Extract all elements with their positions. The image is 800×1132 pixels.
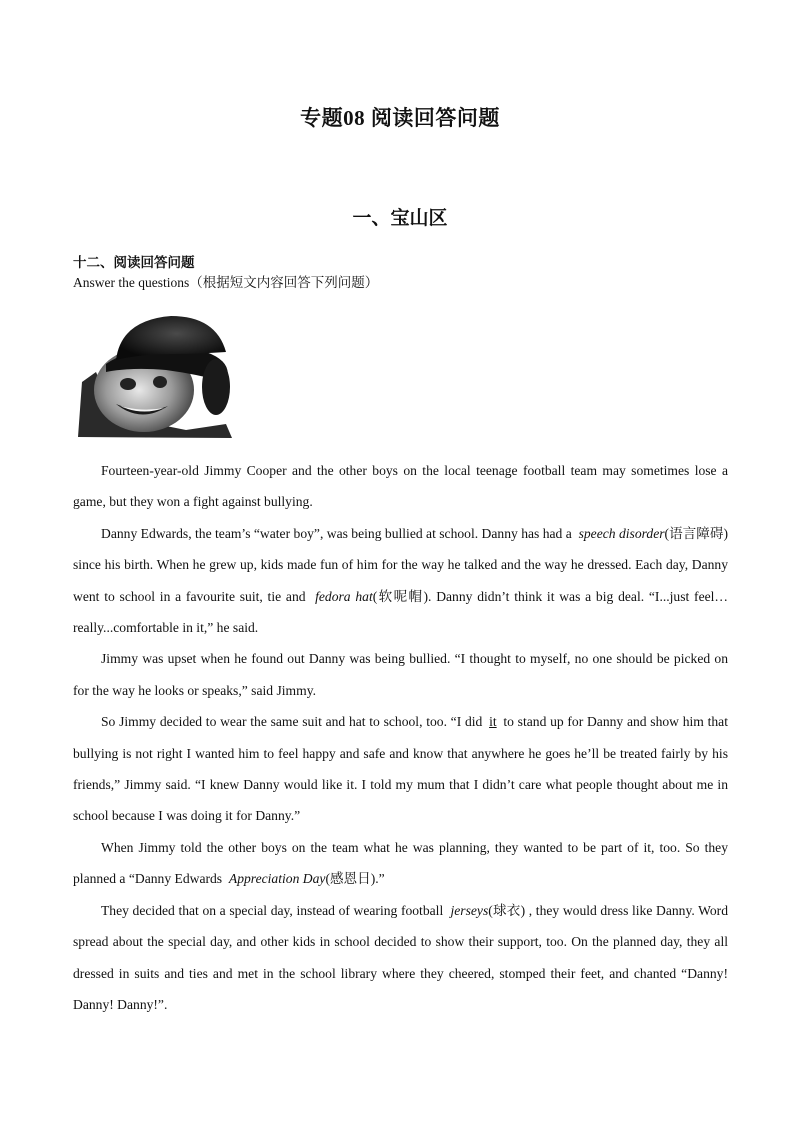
section-instruction: Answer the questions（根据短文内容回答下列问题） bbox=[73, 275, 379, 290]
underlined-word: it bbox=[489, 714, 497, 730]
glossed-term: fedora hat bbox=[315, 588, 373, 604]
paragraph-text: (球衣) , they would dress like Danny. Word spread about the special day, and other kids in school decided to show their support, too. On the planned day, they all dressed in suits and ties and met in the school library where they cheered, stomped their feet, and chanted “Danny! Danny! Danny!”. bbox=[73, 902, 728, 1012]
paragraph bbox=[73, 895, 728, 1021]
glossed-term: speech disorder bbox=[578, 525, 665, 541]
paragraph-text: They decided that on a special day, instead of wearing football bbox=[101, 902, 444, 918]
district-heading: 一、宝山区 bbox=[352, 208, 448, 229]
boy-with-hat-photo bbox=[76, 312, 234, 440]
paragraph-text: Danny Edwards, the team’s “water boy”, was being bullied at school. Danny has had a bbox=[101, 525, 572, 541]
paragraph-text: (感恩日).” bbox=[325, 871, 385, 887]
page-title: 专题08 阅读回答问题 bbox=[300, 106, 500, 130]
paragraph bbox=[73, 518, 728, 644]
section-heading: 十二、阅读回答问题 bbox=[73, 255, 195, 270]
paragraph bbox=[73, 706, 728, 832]
paragraph-text: Fourteen-year-old Jimmy Cooper and the other boys on the local teenage football team may sometimes lose a game, but they won a fight against bullying. bbox=[73, 463, 728, 510]
paragraph-text: So Jimmy decided to wear the same suit and hat to school, too. “I did bbox=[101, 714, 483, 730]
paragraph bbox=[73, 643, 728, 706]
glossed-term: jerseys bbox=[450, 902, 489, 918]
paragraph-text: Jimmy was upset when he found out Danny was being bullied. “I thought to myself, no one should be picked on for the way he looks or speaks,” said Jimmy. bbox=[73, 651, 728, 698]
paragraph-text: to stand up for Danny and show him that bullying is not right I wanted him to feel happy and safe and know that anywhere he goes he’ll be treated fairly by his friends,” Jimmy said. “I knew Danny would like it. I told my mum that I didn’t care what people thought about me in school because I was doing it for Danny.” bbox=[73, 714, 728, 824]
paragraph bbox=[73, 832, 728, 895]
reading-passage bbox=[73, 455, 728, 1020]
paragraph bbox=[73, 455, 728, 518]
paragraph-text: When Jimmy told the other boys on the team what he was planning, they wanted to be part of it, too. So they planned a “Danny Edwards bbox=[73, 839, 728, 887]
paragraph-text: (软呢帽). Danny didn’t think it was a big deal. “I...just feel…really...comfortable in it,” he said. bbox=[73, 588, 729, 636]
paragraph-text: (语言障碍) since his birth. When he grew up, kids made fun of him for the way he talked and the way he dressed. Each day, Danny went to school in a favourite suit, tie and bbox=[73, 525, 728, 604]
glossed-term: Appreciation Day bbox=[228, 871, 326, 887]
